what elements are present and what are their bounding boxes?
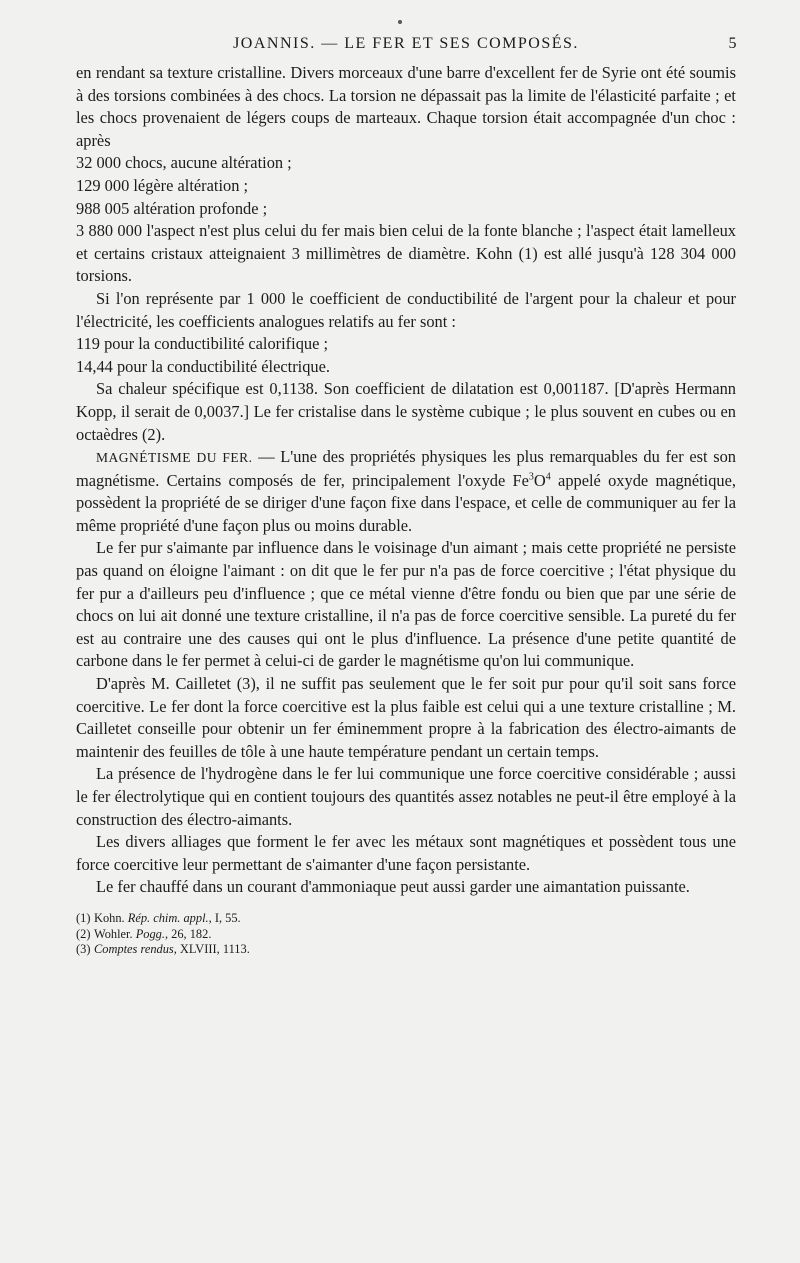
paragraph-alloys: Les divers alliages que forment le fer avec les métaux sont magnétiques et possèdent tous une force coercitive leur permettant de s'aimanter d'une façon persistante.	[76, 832, 736, 874]
footnote-ref: , I, 55.	[208, 910, 241, 925]
paragraph-torsion: en rendant sa texture cristalline. Divers morceaux d'une barre d'excellent fer de Syrie ont été soumis à des torsions combinées à des chocs. La torsion ne dépassait pas la limite de l'élasticité parfaite ; et les chocs provenaient de légers coups de marteaux. Chaque torsion était accompagnée d'un choc : après	[76, 63, 736, 150]
footnote-source: Rép. chim. appl.	[127, 910, 209, 925]
formula-subscript: 4	[545, 471, 551, 483]
footnote-number: (1)	[76, 910, 91, 925]
formula-oxygen: O	[533, 470, 546, 490]
paragraph-cailletet: D'après M. Cailletet (3), il ne suffit pas seulement que le fer soit pur pour qu'il soit sans force coercitive. Le fer dont la force coercitive est la plus faible est celui qui a une texture cristalline ; M. Cailletet conseille pour obtenir un fer éminemment propre à la fabrication des électro-aimants de maintenir des feuilles de tôle à une haute température pendant un certain temps.	[76, 674, 736, 761]
footnote	[76, 942, 736, 958]
footnotes	[76, 911, 736, 958]
body-text	[76, 62, 736, 899]
formula-subscript: 3	[528, 471, 534, 483]
footnote-author: Kohn.	[94, 910, 125, 925]
paragraph-specific-heat: Sa chaleur spécifique est 0,1138. Son coefficient de dilatation est 0,001187. [D'après Hermann Kopp, il serait de 0,0037.] Le fer cristalise dans le système cubique ; le plus souvent en cubes ou en octaèdres (2).	[76, 379, 736, 444]
paragraph-pure-iron: Le fer pur s'aimante par influence dans le voisinage d'un aimant ; mais cette propriété ne persiste pas quand on éloigne l'aimant : on dit que le fer pur n'a pas de force coercitive ; l'état physique du fer pur a d'ailleurs peu d'influence ; que ce métal vienne d'être fondu ou bien que par une série de chocs on lui ait donné une texture cristalline, il n'a pas de force coercitive sensible. La pureté du fer est au contraire une des causes qui ont le plus d'influence. La présence d'une petite quantité de carbone dans le fer permet à celui-ci de garder le magnétisme qu'on lui communique.	[76, 538, 736, 671]
list-item: 129 000 légère altération ;	[76, 175, 249, 195]
section-heading-magnetism: MAGNÉTISME DU FER.	[96, 450, 253, 466]
magnetism-text-start: — L'une des propriétés physiques les plus remarquables du fer est son magnétisme. Certains composés de fer, principalement l'oxyde Fe	[76, 447, 736, 490]
list-item: 32 000 chocs, aucune altération ;	[76, 153, 292, 173]
paragraph-conductivity: Si l'on représente par 1 000 le coefficient de conductibilité de l'argent pour la chaleur et pour l'électricité, les coefficients analogues relatifs au fer sont :	[76, 288, 736, 331]
document-page	[76, 30, 736, 958]
paragraph-white-cast-iron: 3 880 000 l'aspect n'est plus celui du fer mais bien celui de la fonte blanche ; l'aspect était lamelleux et certains cristaux atteignaient 3 millimètres de diamètre. Kohn (1) est allé jusqu'à 128 304 000 torsions.	[76, 221, 736, 286]
footnote	[76, 911, 736, 927]
page-number: 5	[728, 35, 738, 52]
paragraph-hydrogen: La présence de l'hydrogène dans le fer lui communique une force coercitive considérable ; aussi le fer électrolytique qui en contient toujours des quantités assez notables ne peut-il être employé à la construction des électro-aimants.	[76, 764, 736, 829]
footnote-number: (3)	[76, 942, 91, 957]
list-item: 119 pour la conductibilité calorifique ;	[76, 334, 329, 354]
footnote-ref: , 26, 182.	[164, 926, 212, 941]
list-item: 14,44 pour la conductibilité électrique.	[76, 356, 330, 376]
list-item: 988 005 altération profonde ;	[76, 198, 268, 218]
ink-speck	[398, 20, 402, 24]
running-title: JOANNIS. — LE FER ET SES COMPOSÉS.	[233, 35, 579, 52]
footnote-ref: , XLVIII, 1113.	[173, 942, 250, 957]
magnetism-text-end: appelé oxyde magnétique, possèdent la propriété de se diriger d'une façon fixe dans l'espace, et celle de communiquer au fer la même propriété d'une façon plus ou moins durable.	[76, 470, 737, 535]
running-head	[76, 30, 736, 58]
paragraph-magnetism	[76, 446, 736, 537]
footnote	[76, 927, 736, 943]
footnote-source: Comptes rendus	[94, 942, 174, 957]
paragraph-ammonia: Le fer chauffé dans un courant d'ammoniaque peut aussi garder une aimantation puissante.	[96, 877, 690, 897]
footnote-source: Pogg.	[135, 926, 165, 941]
footnote-author: Wohler.	[94, 926, 133, 941]
footnote-number: (2)	[76, 926, 91, 941]
